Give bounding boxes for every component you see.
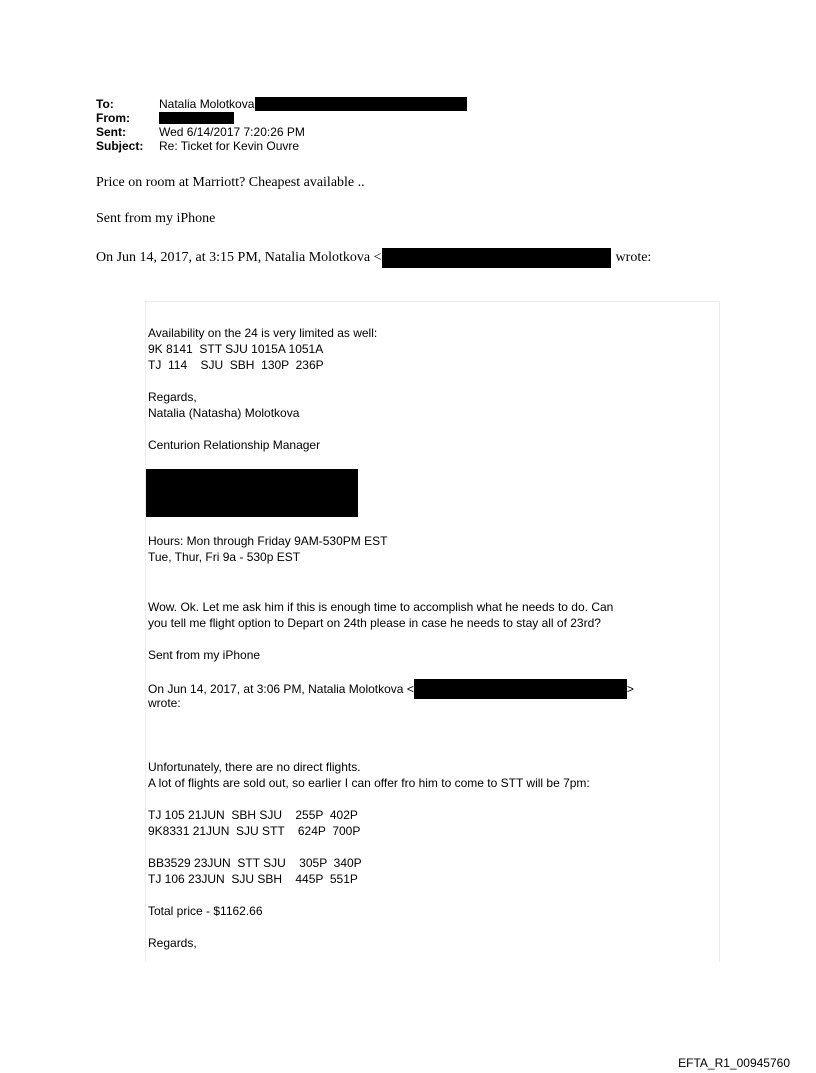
redaction-bar bbox=[159, 112, 234, 124]
from-row bbox=[96, 111, 467, 125]
body-line-marriott: Price on room at Marriott? Cheapest available .. bbox=[96, 175, 365, 190]
quoted-line: Regards, bbox=[148, 936, 197, 950]
quoted-line: Natalia (Natasha) Molotkova bbox=[148, 406, 300, 420]
redaction-bar bbox=[255, 97, 467, 111]
quoted-line: Regards, bbox=[148, 390, 197, 404]
redaction-bar bbox=[146, 469, 358, 517]
quoted-line: Centurion Relationship Manager bbox=[148, 438, 321, 452]
quoted-line: Sent from my iPhone bbox=[148, 648, 261, 662]
email-header bbox=[96, 97, 467, 153]
to-row bbox=[96, 97, 467, 111]
quoted-line: TJ 114 SJU SBH 130P 236P bbox=[148, 358, 324, 372]
quoted-line: On Jun 14, 2017, at 3:06 PM, Natalia Molotkova < bbox=[148, 682, 414, 696]
quoted-line: 9K 8141 STT SJU 1015A 1051A bbox=[148, 342, 324, 356]
subject-value: Re: Ticket for Kevin Ouvre bbox=[159, 139, 300, 153]
reply-intro bbox=[96, 248, 651, 268]
quoted-line: Wow. Ok. Let me ask him if this is enough time to accomplish what he needs to do. Can bbox=[148, 600, 614, 614]
sent-label: Sent: bbox=[96, 125, 126, 139]
flight-line: TJ 105 21JUN SBH SJU 255P 402P bbox=[148, 808, 358, 822]
sent-row bbox=[96, 125, 467, 139]
document-id: EFTA_R1_00945760 bbox=[678, 1056, 790, 1070]
quoted-reply-intro bbox=[148, 679, 634, 699]
quoted-line: Availability on the 24 is very limited as well: bbox=[148, 326, 378, 340]
sent-value: Wed 6/14/2017 7:20:26 PM bbox=[159, 125, 305, 139]
flight-line: 9K8331 21JUN SJU STT 624P 700P bbox=[148, 824, 361, 838]
quoted-line: wrote: bbox=[148, 696, 181, 710]
to-label: To: bbox=[96, 97, 114, 111]
flight-line: BB3529 23JUN STT SJU 305P 340P bbox=[148, 856, 362, 870]
body-line-sent-from: Sent from my iPhone bbox=[96, 211, 216, 226]
to-value: Natalia Molotkova bbox=[159, 97, 255, 111]
flight-line: TJ 106 23JUN SJU SBH 445P 551P bbox=[148, 872, 358, 886]
quoted-line: you tell me flight option to Depart on 24th please in case he needs to stay all of 23rd? bbox=[148, 616, 601, 630]
total-price: Total price - $1162.66 bbox=[148, 904, 263, 918]
redaction-bar bbox=[382, 248, 611, 268]
subject-label: Subject: bbox=[96, 139, 144, 153]
reply-intro-wrote: wrote: bbox=[615, 250, 652, 265]
quoted-line: Tue, Thur, Fri 9a - 530p EST bbox=[148, 550, 301, 564]
quoted-line: > bbox=[626, 682, 634, 696]
quoted-message bbox=[145, 301, 720, 962]
reply-intro-text: On Jun 14, 2017, at 3:15 PM, Natalia Molotkova < bbox=[96, 250, 382, 265]
quoted-line: A lot of flights are sold out, so earlier I can offer fro him to come to STT will be 7pm: bbox=[148, 776, 590, 790]
from-label: From: bbox=[96, 111, 130, 125]
subject-row bbox=[96, 139, 467, 153]
quoted-line: Hours: Mon through Friday 9AM-530PM EST bbox=[148, 534, 388, 548]
redaction-bar bbox=[414, 679, 627, 699]
quoted-line: Unfortunately, there are no direct flights. bbox=[148, 760, 361, 774]
